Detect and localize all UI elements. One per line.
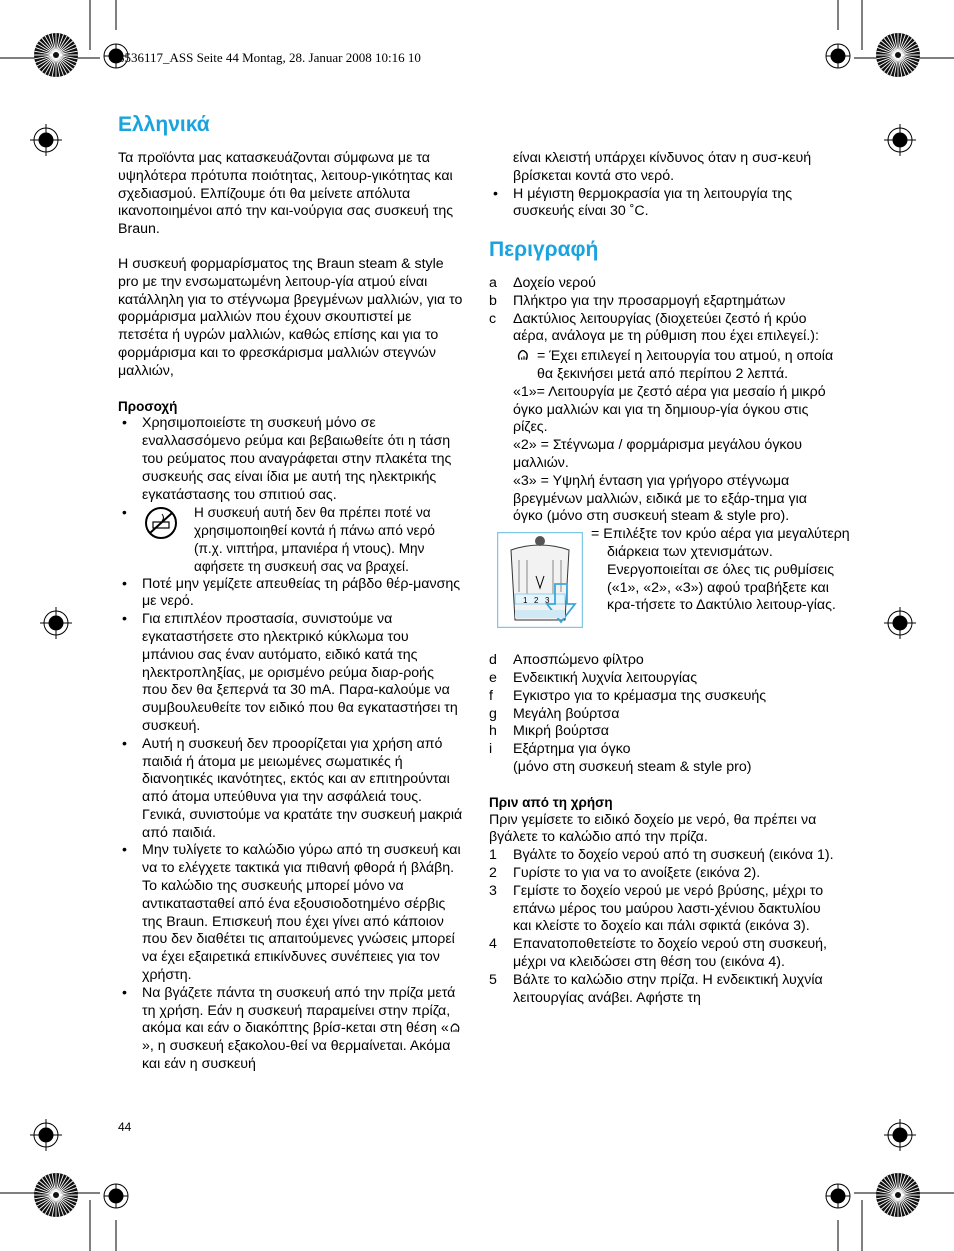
mode-1-desc: «1»= Λειτουργία με ζεστό αέρα για μεσαίο ή μικρό όγκο μαλλιών και για τη δημιουρ-γία όγκου στις ρίζες. xyxy=(513,383,826,436)
item-f xyxy=(489,688,839,706)
item-i-note: (μόνο στη συσκευή steam & style pro) xyxy=(513,758,752,775)
steam-icon xyxy=(449,1020,463,1034)
step-3-text: Γεμίστε το δοχείο νερού με νερό βρύσης, μέχρι το επάνω μέρος του μαύρου λαστι-χένιου δακτυλίου και κλείστε το δοχείο και πάλι σφικτά (εικόνα 3). xyxy=(513,882,824,935)
item-f-key: f xyxy=(489,687,493,704)
starburst-top-right xyxy=(876,33,920,77)
starburst-center xyxy=(895,1192,901,1198)
language-title: Ελληνικά xyxy=(118,113,210,136)
item-c xyxy=(489,311,839,347)
item-g xyxy=(489,706,839,724)
item-h-key: h xyxy=(489,723,497,740)
caution-bullet-4: • Για επιπλέον προστασία, συνιστούμε να εγκαταστήσετε στο ηλεκτρικό κύκλωμα του μπάνιου σας έναν αυτόματο, ειδικό κατά της ηλεκτροπληξίας, με ορισμένο ρεύμα διαρ-ροής που δεν θα ξεπερνά τα 30 mA. Παρα-καλούμε να συμβουλευθείτε τον ειδικό που θα εγκαταστήσει τη συσκευή. xyxy=(118,611,463,736)
cool-air-block xyxy=(489,526,850,652)
step-1-key: 1 xyxy=(489,847,497,864)
starburst-top-left xyxy=(34,33,78,77)
description-list xyxy=(489,275,850,1007)
step-5-key: 5 xyxy=(489,971,497,988)
appliance-dial-illustration xyxy=(497,532,583,628)
cool-air-text: = Επιλέξτε τον κρύο αέρα για μεγαλύτερη διάρκεια των χτενισμάτων. Ενεργοποιείται σε όλες τις ρυθμίσεις («1», «2», «3») αφού τραβήξετε και κρα-τήσετε το Δακτύλιο λειτουρ-γίας. xyxy=(591,526,850,614)
item-b xyxy=(489,293,839,311)
caution-bullet-3: • Ποτέ μην γεμίζετε απευθείας τη ράβδο θέρ-μανσης με νερό. xyxy=(118,576,463,612)
item-d-text: Αποσπώμενο φίλτρο xyxy=(513,652,644,669)
step-5-text: Βάλτε το καλώδιο στην πρίζα. Η ενδεικτική λυχνία λειτουργίας ανάβει. Αφήστε τη xyxy=(513,971,823,1006)
before-use-heading: Πριν από τη χρήση xyxy=(489,794,613,810)
starburst-bottom-left xyxy=(34,1173,78,1217)
item-a xyxy=(489,275,839,293)
description-title: Περιγραφή xyxy=(489,238,599,261)
intro-paragraph-2: Η συσκευή φορμαρίσματος της Braun steam & style pro με την ενσωματωμένη λειτουρ-γία ατμού είναι κατάλληλη για το στέγνωμα βρεγμένων μαλλιών, για το φορμάρισμα μαλλιών που έχουν σκουπιστεί με πετσέτα ή υγρών μαλλιών, καθώς επίσης και για το φορμάρισμα και το φρεσκάρισμα μαλλιών στεγνών μαλλιών, xyxy=(118,255,463,379)
steam-mode-text: = Έχει επιλεγεί η λειτουργία του ατμού, η οποία θα ξεκινήσει μετά από περίπου 2 λεπτά. xyxy=(536,348,834,382)
starburst-center xyxy=(53,1192,59,1198)
starburst-center xyxy=(895,52,901,58)
step-4 xyxy=(489,936,839,972)
step-1 xyxy=(489,847,839,865)
starburst-center xyxy=(53,52,59,58)
page-number: 44 xyxy=(118,1120,132,1134)
mode-2-desc: «2» = Στέγνωμα / φορμάρισμα μεγάλου όγκου μαλλιών. xyxy=(513,437,802,471)
before-use-intro: Πριν γεμίσετε το ειδικό δοχείο με νερό, θα πρέπει να βγάλετε το καλώδιο από την πρίζα. xyxy=(489,811,817,846)
no-water-icon xyxy=(142,506,180,540)
max-temp-bullet: • Η μέγιστη θερμοκρασία για τη λειτουργία της συσκευής είναι 30 ˚C. xyxy=(489,186,839,222)
item-e-text: Ενδεικτική λυχνία λειτουργίας xyxy=(513,669,698,686)
item-a-text: Δοχείο νερού xyxy=(513,275,596,291)
caution-bullet-1: • Χρησιμοποιείστε τη συσκευή μόνο σε εναλλασσόμενο ρεύμα και βεβαιωθείτε ότι η τάση του ρεύματος που αναγράφεται στην πλακέτα της συσκευής σας είναι ίδια με αυτή της ηλεκτρικής εγκατάστασης του σπιτιού σας. xyxy=(118,415,463,504)
left-column xyxy=(118,150,463,1074)
item-b-text: Πλήκτρο για την προσαρμογή εξαρτημάτων xyxy=(513,292,786,309)
step-2-text: Γυρίστε το για να το ανοίξετε (εικόνα 2). xyxy=(513,864,761,881)
dial-label-2: 2 xyxy=(534,596,539,606)
intro-paragraph-1: Τα προϊόντα μας κατασκευάζονται σύμφωνα με τα υψηλότερα πρότυπα ποιότητας, λειτουρ-γικότητας και σχεδιασμού. Ελπίζουμε ότι θα μείνετε απόλυτα ικανοποιημένοι από την και-νούργια σας συσκευή της Braun. xyxy=(118,150,454,238)
item-f-text: Εγκιστρο για το κρέμασμα της συσκευής xyxy=(513,687,767,704)
item-d xyxy=(489,652,839,670)
right-column-top xyxy=(489,150,839,221)
caution-bullet-7-part-a: Να βγάζετε πάντα τη συσκευή από την πρίζα μετά τη χρήση. Εάν η συσκευή παραμείνει στην πρίζα, ακόμα και εάν ο διακόπτης βρίσ-κεται στη θέση « xyxy=(142,984,456,1037)
print-header: 3536117_ASS Seite 44 Montag, 28. Januar 2008 10:16 10 xyxy=(118,50,421,65)
step-3-key: 3 xyxy=(489,882,497,899)
item-g-key: g xyxy=(489,705,497,722)
dial-label-1: 1 xyxy=(523,596,528,606)
caution-bullet-7 xyxy=(118,985,463,1074)
step-4-text: Επανατοποθετείστε το δοχείο νερού στη συσκευή, μέχρι να κλειδώσει στη θέση του (εικόνα 4). xyxy=(513,936,827,970)
item-i xyxy=(489,741,839,759)
caution-bullet-2-text: Η συσκευή αυτή δεν θα πρέπει ποτέ να χρησιμοποιηθεί κοντά ή πάνω από νερό (π.χ. νιπτήρα, μπανιέρα ή ντους). Μην αφήσετε τη συσκευή σας να βραχεί. xyxy=(194,505,435,574)
dial-label-3: 3 xyxy=(545,596,550,606)
item-h-text: Μικρή βούρτσα xyxy=(513,723,610,740)
item-g-text: Μεγάλη βούρτσα xyxy=(513,705,620,722)
caution-bullet-6: • Μην τυλίγετε το καλώδιο γύρω από τη συσκευή και να το ελέγχετε τακτικά για πιθανή φθορά ή βλάβη. Το καλώδιο της συσκευής μπορεί μόνο να αντικατασταθεί από ένα εξουσιοδοτημένο σέρβις της Braun. Επισκευή που έχει γίνει από κάποιον που δεν διαθέτει τις απαιτούμενες γνώσεις μπορεί να έχει εξαιρετικά επικίνδυνες συνέπειες για τον χρήστη. xyxy=(118,842,463,984)
item-h xyxy=(489,723,839,741)
item-e-key: e xyxy=(489,669,497,686)
step-3 xyxy=(489,883,839,936)
mode-3-desc: «3» = Υψηλή ένταση για γρήγορο στέγνωμα βρεγμένων μαλλιών, ειδικά με το εξάρ-τημα για όγκο (μόνο στη συσκευή steam & style pro). xyxy=(513,472,807,525)
step-1-text: Βγάλτε το δοχείο νερού από τη συσκευή (εικόνα 1). xyxy=(513,847,834,864)
starburst-bottom-right xyxy=(876,1173,920,1217)
caution-bullet-2 xyxy=(118,504,463,575)
step-2 xyxy=(489,865,839,883)
caution-bullet-5: • Αυτή η συσκευή δεν προορίζεται για χρήση από παιδιά ή άτομα με μειωμένες σωματικές ή διανοητικές ικανότητες, εκτός και αν επιτηρούνται από άτομα υπεύθυνα για την ασφάλειά τους. Γενικά, συνιστούμε να κρατάτε την συσκευή μακριά από παιδιά. xyxy=(118,736,463,843)
item-a-key: a xyxy=(489,275,497,291)
continued-text: είναι κλειστή υπάρχει κίνδυνος όταν η συσ-κευή βρίσκεται κοντά στο νερό. xyxy=(513,150,812,184)
steam-mode-desc xyxy=(489,346,839,384)
item-e xyxy=(489,670,839,688)
item-d-key: d xyxy=(489,652,497,669)
item-c-key: c xyxy=(489,310,497,327)
item-i-key: i xyxy=(489,741,493,758)
caution-bullet-7-part-b: », η συσκευή εξακολου-θεί να θερμαίνεται. Ακόμα και εάν η συσκευή xyxy=(142,1038,451,1073)
step-2-key: 2 xyxy=(489,864,497,881)
step-5 xyxy=(489,972,839,1008)
item-i-text: Εξάρτημα για όγκο xyxy=(513,741,631,758)
caution-heading: Προσοχή xyxy=(118,398,178,414)
item-c-text: Δακτύλιος λειτουργίας (διοχετεύει ζεστό ή κρύο αέρα, ανάλογα με τη ρύθμιση που έχει επιλεγεί.): xyxy=(513,310,819,345)
step-4-key: 4 xyxy=(489,936,497,953)
item-b-key: b xyxy=(489,292,497,309)
steam-mode-icon xyxy=(515,346,533,362)
